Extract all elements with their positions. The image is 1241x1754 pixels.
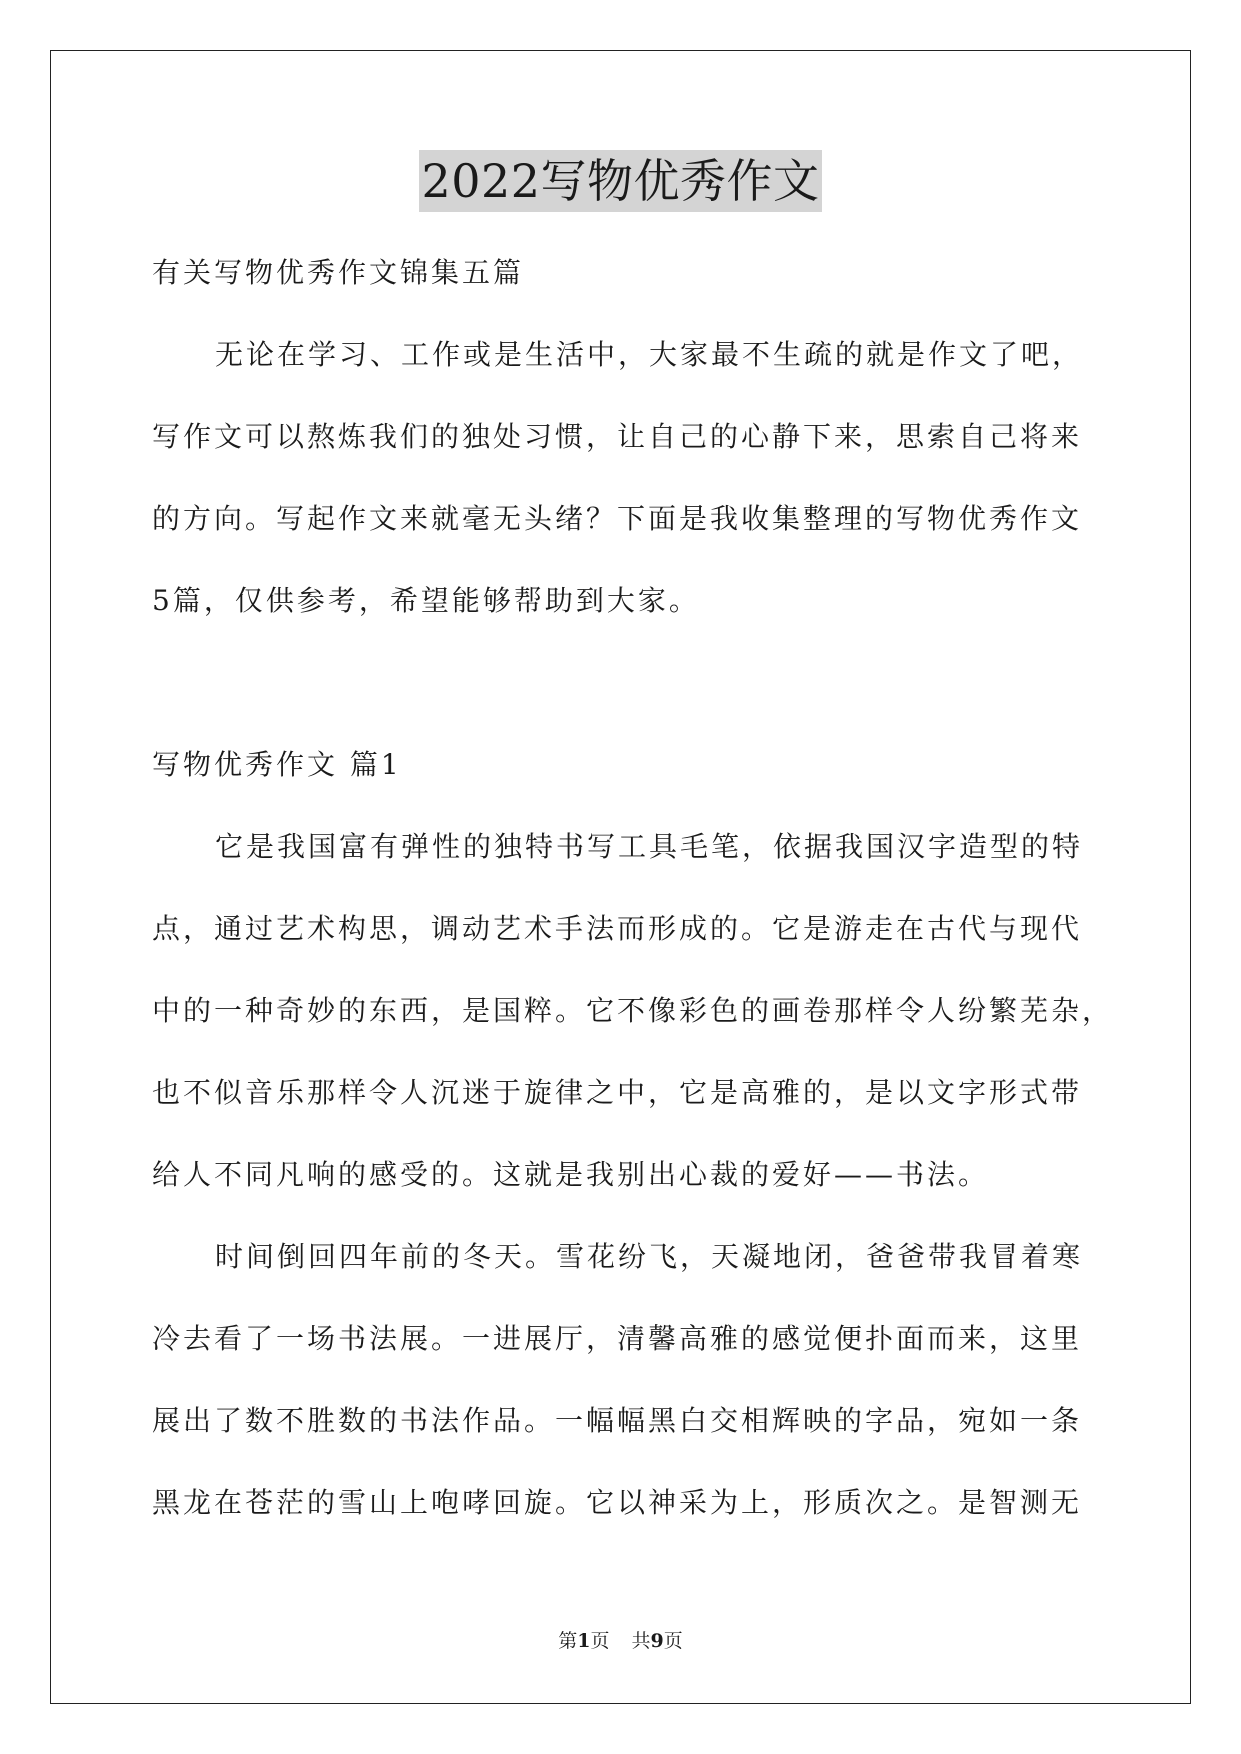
page-unit: 页 <box>590 1630 610 1652</box>
page-total: 9 <box>650 1630 664 1652</box>
section-heading: 写物优秀作文 篇1 <box>152 748 402 781</box>
total-prefix: 共 <box>631 1630 651 1652</box>
paragraph-line: 给人不同凡响的感受的。这就是我别出心裁的爱好——书法。 <box>152 1158 990 1191</box>
intro-line: 5篇，仅供参考，希望能够帮助到大家。 <box>152 584 700 617</box>
blank-line <box>152 642 1102 724</box>
total-unit: 页 <box>663 1630 683 1652</box>
paragraph-line: 时间倒回四年前的冬天。雪花纷飞，天凝地闭，爸爸带我冒着寒 <box>215 1240 1084 1273</box>
page-prefix: 第 <box>558 1630 578 1652</box>
document-subtitle: 有关写物优秀作文锦集五篇 <box>152 256 525 289</box>
page-current: 1 <box>577 1630 591 1652</box>
paragraph-line: 它是我国富有弹性的独特书写工具毛笔，依据我国汉字造型的特 <box>215 830 1084 863</box>
paragraph-line: 中的一种奇妙的东西，是国粹。它不像彩色的画卷那样令人纷繁芜杂， <box>152 994 1114 1027</box>
page-footer <box>0 1628 1241 1654</box>
paragraph-line: 也不似音乐那样令人沉迷于旋律之中，它是高雅的，是以文字形式带 <box>152 1076 1083 1109</box>
intro-line: 的方向。写起作文来就毫无头绪？下面是我收集整理的写物优秀作文 <box>152 502 1083 535</box>
paragraph-line: 冷去看了一场书法展。一进展厅，清馨高雅的感觉便扑面而来，这里 <box>152 1322 1083 1355</box>
paragraph-line: 点，通过艺术构思，调动艺术手法而形成的。它是游走在古代与现代 <box>152 912 1083 945</box>
document-title: 2022写物优秀作文 <box>419 150 821 212</box>
paragraph-line: 黑龙在苍茫的雪山上咆哮回旋。它以神采为上，形质次之。是智测无 <box>152 1486 1083 1519</box>
document-body <box>152 232 1114 1544</box>
title-block <box>0 150 1241 212</box>
intro-line: 写作文可以熬炼我们的独处习惯，让自己的心静下来，思索自己将来 <box>152 420 1083 453</box>
intro-line: 无论在学习、工作或是生活中，大家最不生疏的就是作文了吧， <box>215 338 1084 371</box>
paragraph-line: 展出了数不胜数的书法作品。一幅幅黑白交相辉映的字品，宛如一条 <box>152 1404 1083 1437</box>
